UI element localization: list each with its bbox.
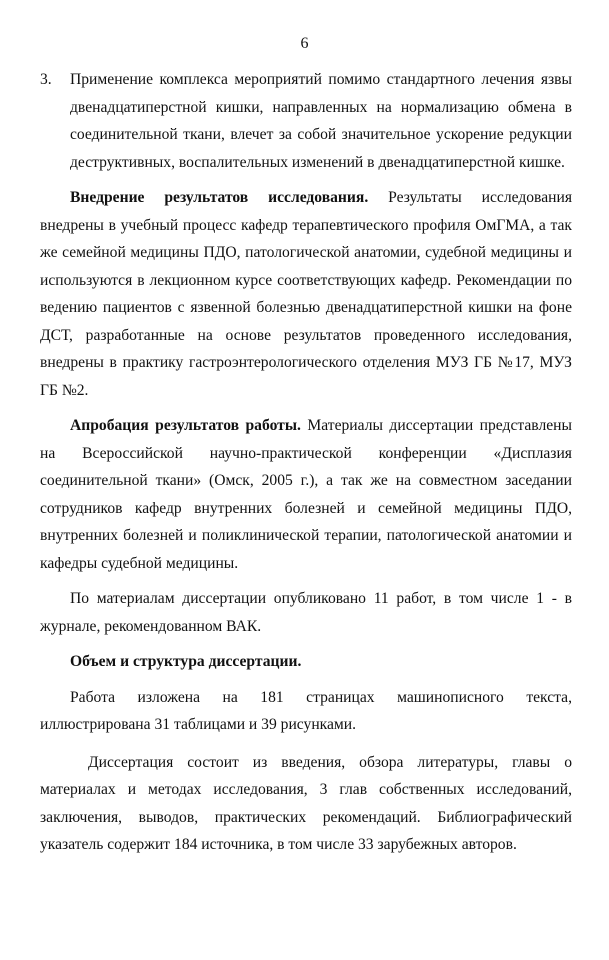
composition-paragraph — [40, 749, 572, 859]
structure-heading-paragraph — [40, 648, 572, 676]
page-content — [40, 66, 572, 859]
conclusion-list-item — [40, 66, 572, 176]
volume-paragraph — [40, 684, 572, 739]
approbation-paragraph — [40, 412, 572, 577]
implementation-heading: Внедрение результатов исследования. — [70, 189, 369, 206]
implementation-text: Результаты исследования внедрены в учебный процесс кафедр терапевтического профиля ОмГМА, а так же семейной медицины ПДО, патологической анатомии, судебной медицины и используются в лекционном курсе соответствующих кафедр. Рекомендации по ведению пациентов с язвенной болезнью двенадцатиперстной кишки на фоне ДСТ, разработанные на основе результатов проведенного исследования, внедрены в практику гастроэнтерологического отделения МУЗ ГБ №17, МУЗ ГБ №2. — [40, 189, 573, 399]
list-item-number: 3. — [40, 71, 52, 88]
structure-heading: Объем и структура диссертации. — [70, 653, 302, 670]
volume-text: Работа изложена на 181 страницах машинописного текста, иллюстрирована 31 таблицами и 39 рисунками. — [40, 688, 572, 733]
approbation-heading: Апробация результатов работы. — [70, 417, 301, 434]
publications-paragraph — [40, 585, 572, 640]
list-item-text: Применение комплекса мероприятий помимо стандартного лечения язвы двенадцатиперстной кишки, направленных на нормализацию обмена в соединительной ткани, влечет за собой значительное ускорение редукции деструктивных, воспалительных изменений в двенадцатиперстной кишке. — [70, 71, 572, 171]
approbation-text: Материалы диссертации представлены на Всероссийской научно-практической конференции «Дисплазия соединительной ткани» (Омск, 2005 г.), а так же на совместном заседании сотрудников кафедр внутренних болезней и семейной медицины ПДО, внутренних болезней и поликлинической терапии, патологической анатомии и кафедры судебной медицины. — [40, 417, 572, 572]
page-number: 6 — [300, 35, 309, 52]
composition-text: Диссертация состоит из введения, обзора литературы, главы о материалах и методах исследования, 3 глав собственных исследований, заключения, выводов, практических рекомендаций. Библиографический указатель содержит 184 источника, в том числе 33 зарубежных авторов. — [40, 753, 572, 853]
implementation-paragraph — [40, 184, 572, 404]
publications-text: По материалам диссертации опубликовано 11 работ, в том числе 1 - в журнале, рекомендованном ВАК. — [40, 590, 572, 635]
